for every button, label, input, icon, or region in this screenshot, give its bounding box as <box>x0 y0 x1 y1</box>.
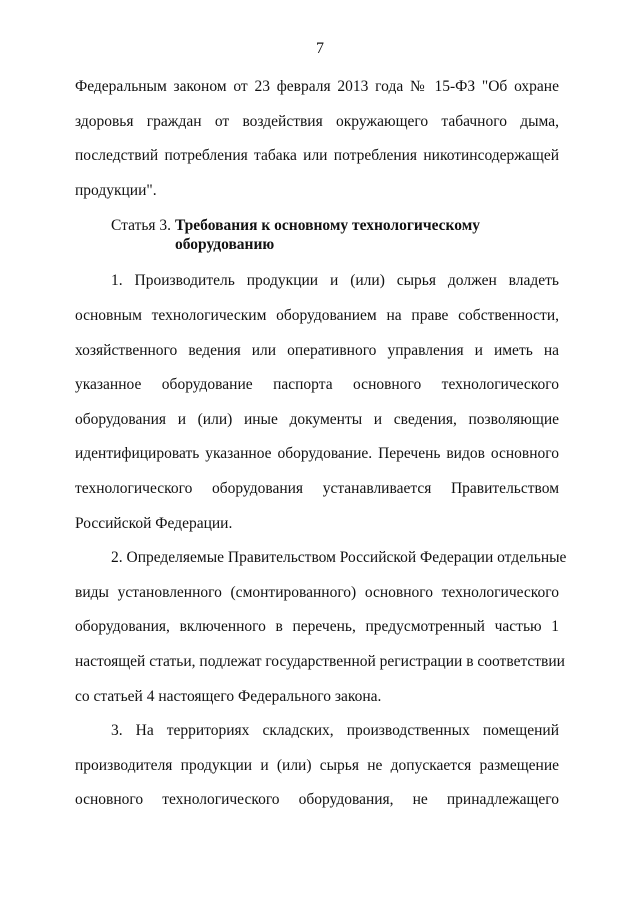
paragraph-3 <box>75 714 559 818</box>
text-line: 3. На территориях складских, производственных помещений <box>111 722 559 740</box>
text-line: Федеральным законом от 23 февраля 2013 года № 15-ФЗ "Об охране <box>75 78 559 95</box>
intro-paragraph <box>75 70 559 208</box>
text-line: технологического оборудования устанавливается Правительством <box>75 479 559 497</box>
text-line: указанное оборудование паспорта основного технологического <box>75 376 559 394</box>
text-line: оборудования и (или) иные документы и сведения, позволяющие <box>75 410 559 428</box>
text-line: последствий потребления табака или потребления никотинсодержащей <box>75 147 559 165</box>
text-line: виды установленного (смонтированного) основного технологического <box>75 583 559 601</box>
text-line: Российской Федерации. <box>75 514 233 532</box>
text-line: хозяйственного ведения или оперативного управления и иметь на <box>75 341 559 359</box>
text-line: 2. Определяемые Правительством Российской Федерации отдельные <box>111 549 567 567</box>
article-heading <box>75 216 559 254</box>
text-line: со статьей 4 настоящего Федерального закона. <box>75 687 382 705</box>
article-title-continuation: оборудованию <box>175 236 275 254</box>
text-line: настоящей статьи, подлежат государственной регистрации в соответствии <box>75 652 565 670</box>
text-line: основного технологического оборудования, не принадлежащего <box>75 791 559 809</box>
paragraph-2 <box>75 541 567 714</box>
document-body <box>75 70 567 818</box>
text-line: идентифицировать указанное оборудование. Перечень видов основного <box>75 445 559 463</box>
text-line: оборудования, включенного в перечень, предусмотренный частью 1 <box>75 618 559 636</box>
text-line: 1. Производитель продукции и (или) сырья должен владеть <box>111 272 559 290</box>
text-line: основным технологическим оборудованием на праве собственности, <box>75 306 559 324</box>
text-line: здоровья граждан от воздействия окружающего табачного дыма, <box>75 112 559 130</box>
article-title: Требования к основному технологическому <box>174 217 481 235</box>
article-label: Статья 3. <box>111 217 172 235</box>
text-line: производителя продукции и (или) сырья не допускается размещение <box>75 756 559 774</box>
paragraph-1 <box>75 264 559 541</box>
page-number: 7 <box>316 40 324 57</box>
text-line: продукции". <box>75 181 157 199</box>
